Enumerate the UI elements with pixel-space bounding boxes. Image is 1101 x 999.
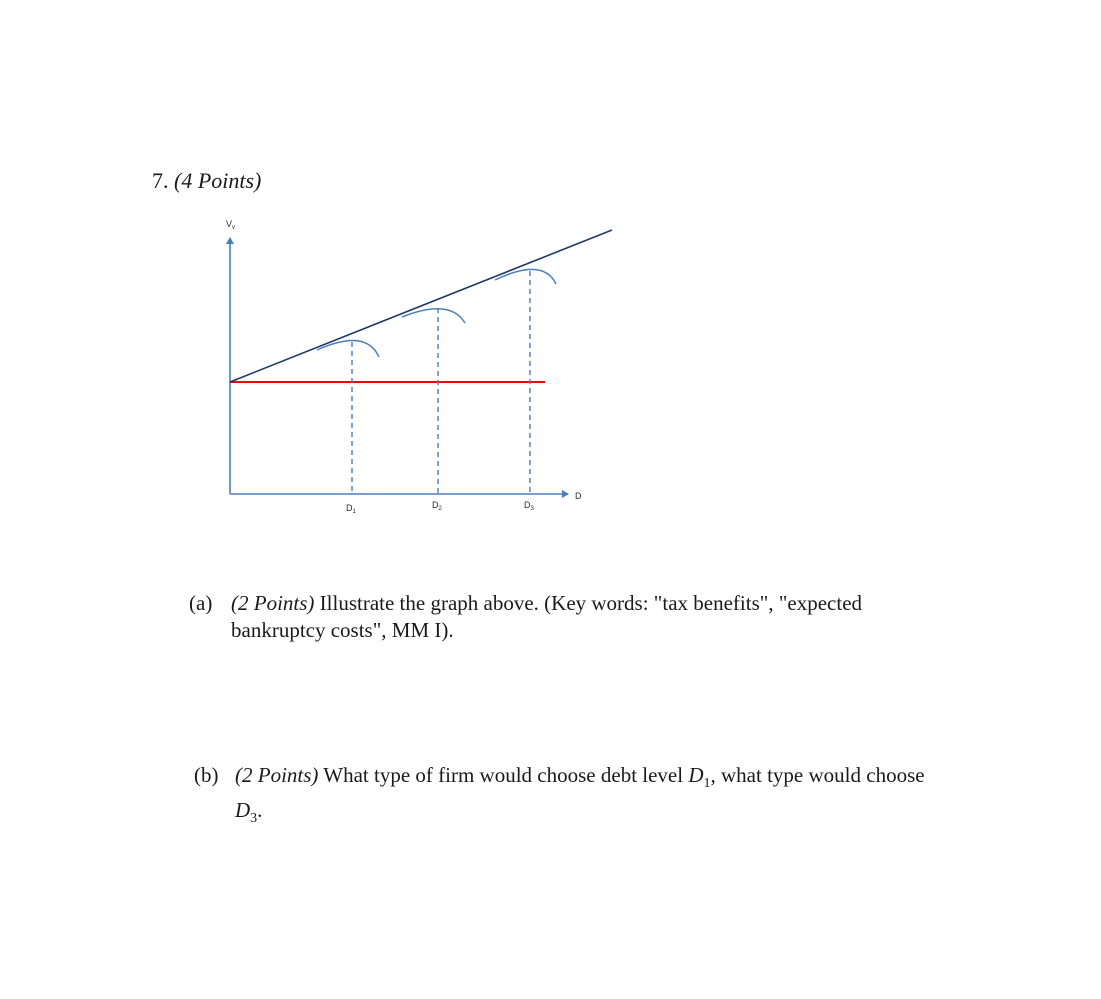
question-number: 7. xyxy=(152,168,169,193)
part-b-body xyxy=(235,762,925,832)
value-curve-3 xyxy=(495,269,556,284)
part-a-label: (a) xyxy=(189,591,213,615)
y-axis-label: $V_v$ xyxy=(226,219,236,231)
part-a-points: (2 Points) xyxy=(231,591,315,615)
part-b-text-1: What type of firm would choose debt level xyxy=(323,763,684,787)
part-a-text: Illustrate the graph above. (Key words: "tax benefits", "expected bankruptcy costs", MM I). xyxy=(231,591,863,642)
tick-label-d2: $D_2$ xyxy=(432,500,442,512)
tick-label-d3: $D_3$ xyxy=(524,500,534,512)
x-axis-label: D xyxy=(575,491,582,501)
value-curve-2 xyxy=(402,309,465,323)
tick-label-d1: $D_1$ xyxy=(346,503,356,515)
part-b-text-3: . xyxy=(257,798,263,823)
tradeoff-graph xyxy=(200,210,620,530)
part-b-var-d3: D xyxy=(235,798,251,823)
part-b-points: (2 Points) xyxy=(235,763,319,787)
part-b-var-d1: D xyxy=(688,763,704,787)
question-header xyxy=(152,168,261,194)
part-b-label: (b) xyxy=(194,763,219,787)
part-a-body xyxy=(231,590,921,644)
question-points: (4 Points) xyxy=(174,168,262,193)
part-b-sub-3: 3 xyxy=(250,811,258,827)
part-b-text-2: , what type would choose xyxy=(710,763,925,787)
tax-benefit-value-line xyxy=(230,230,612,382)
part-b-sub-1: 1 xyxy=(703,776,711,792)
